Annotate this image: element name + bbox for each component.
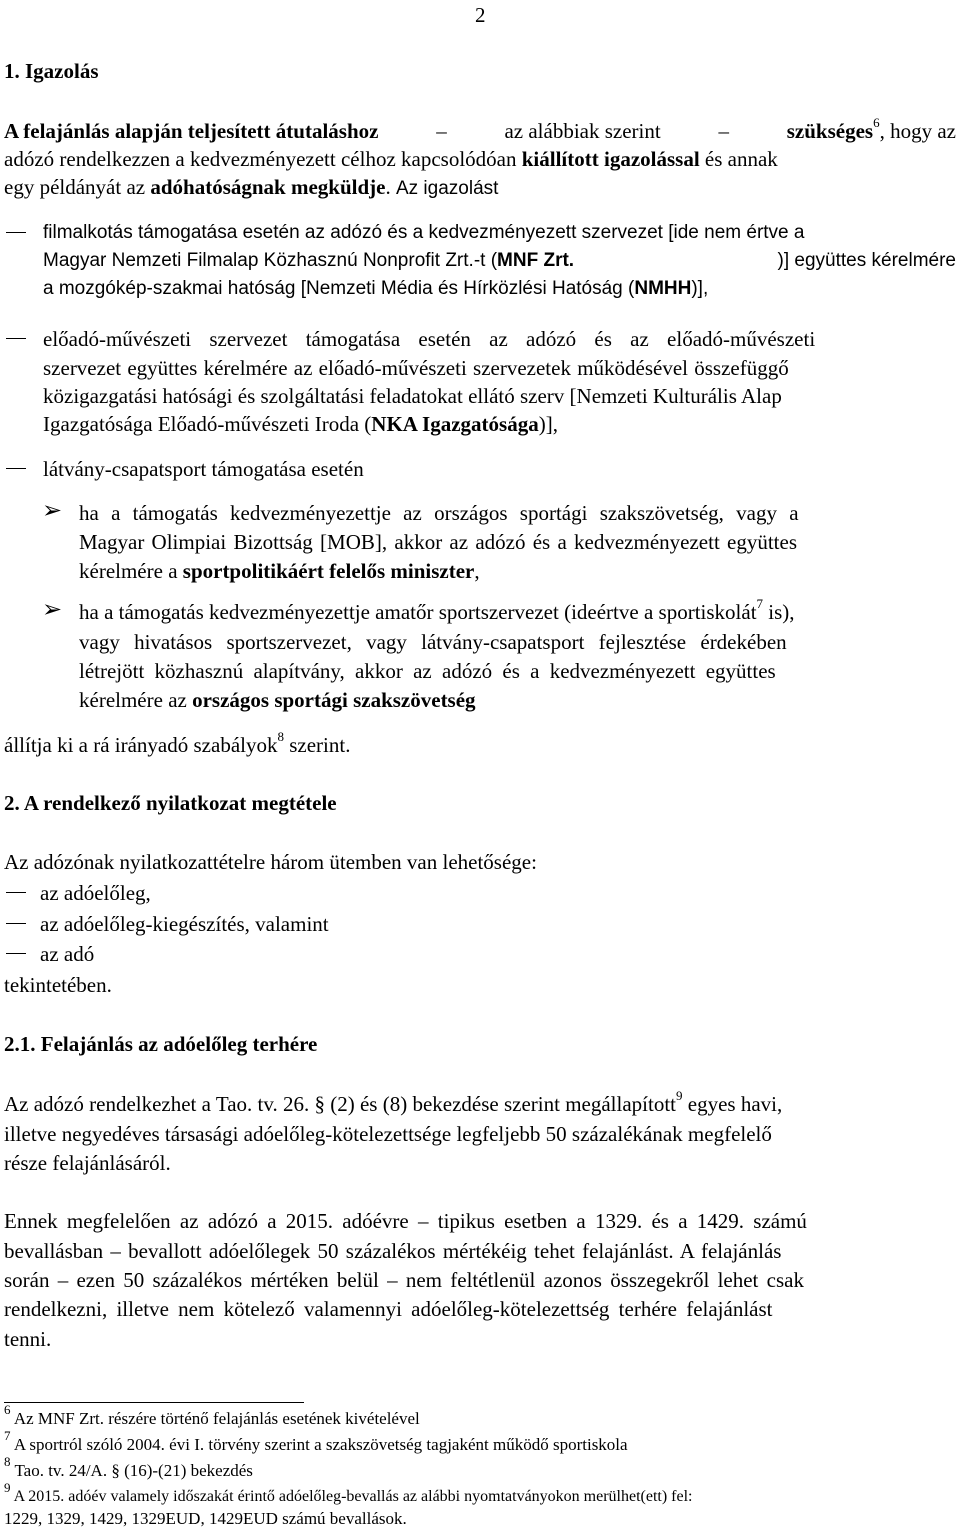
item-2-line-1: előadó-művészeti szervezet támogatása esetén az adózó és az előadó-művészeti <box>43 327 816 351</box>
sub-2-line-1: ha a támogatás kedvezményezettje amatőr sportszervezet (ideértve a sportiskolát$^7$ is), <box>79 596 795 624</box>
sub-2-line-4: kérelmére az országos sportági szakszövetség <box>79 688 476 712</box>
p21-line-3: része felajánlásáról. <box>4 1151 171 1175</box>
intro-2: Az adózónak nyilatkozattételre három ütemben van lehetősége: <box>4 850 537 874</box>
list2-dash-1 <box>6 892 26 893</box>
sub-1-line-2: Magyar Olimpiai Bizottság [MOB], akkor az adózó és a kedvezményezett együttes <box>79 530 798 554</box>
footnote-ref-8: 8 <box>277 729 284 744</box>
item-3-line-1: látvány-csapatsport támogatása esetén <box>43 457 364 481</box>
paragraph-1-line-1: A felajánlás alapján teljesített átutaláshoz – az alábbiak szerint – szükséges$^6$, hogy az <box>4 115 956 143</box>
p22-line-4: rendelkezni, illetve nem kötelező valamennyi adóelőleg-kötelezettség terhére felajánlást <box>4 1297 773 1321</box>
closing-line: állítja ki a rá irányadó szabályok$^8$ szerint. <box>4 729 351 757</box>
heading-igazolas: 1. Igazolás <box>4 59 99 83</box>
list2-dash-3 <box>6 953 26 954</box>
footnote-9: $^9$ A 2015. adóév valamely időszakát érintő adóelőleg-bevallás az alábbi nyomtatványokon merülhet(ett) fel: <box>4 1479 693 1505</box>
footnote-ref-6: 6 <box>873 115 880 130</box>
arrow-bullet-1-icon: ➢ <box>42 498 63 524</box>
item-2-line-2: szervezet együttes kérelmére az előadó-művészeti szervezetek működésével összefüggő <box>43 356 789 380</box>
sub-2-line-3: létrejött közhasznú alapítvány, akkor az adózó és a kedvezményezett együttes <box>79 659 776 683</box>
p21-line-2: illetve negyedéves társasági adóelőleg-kötelezettsége legfeljebb 50 százalékának megfelelő <box>4 1122 772 1146</box>
p22-line-2: bevallásban – bevallott adóelőlegek 50 százalékos mértékéig tehet felajánlást. A felajánlás <box>4 1239 782 1263</box>
sub-1-line-1: ha a támogatás kedvezményezettje az országos sportági szakszövetség, vagy a <box>79 501 799 525</box>
heading-2-1: 2.1. Felajánlás az adóelőleg terhére <box>4 1032 318 1056</box>
list2-item-1: az adóelőleg, <box>40 881 151 905</box>
p22-line-1: Ennek megfelelően az adózó a 2015. adóévre – tipikus esetben a 1329. és a 1429. számú <box>4 1209 807 1233</box>
footnote-separator <box>4 1402 304 1403</box>
list2-dash-2 <box>6 923 26 924</box>
list2-item-2: az adóelőleg-kiegészítés, valamint <box>40 912 329 936</box>
item-1-line-2: Magyar Nemzeti Filmalap Közhasznú Nonprofit Zrt.-t (MNF Zrt. )] együttes kérelmére <box>43 250 956 271</box>
footnote-7: $^7$ A sportról szóló 2004. évi I. törvény szerint a szakszövetség tagjaként működő sportiskola <box>4 1428 628 1454</box>
item-1-line-1: filmalkotás támogatása esetén az adózó és a kedvezményezett szervezet [ide nem értve a <box>43 222 805 243</box>
list-dash-2 <box>6 338 26 339</box>
heading-2: 2. A rendelkező nyilatkozat megtétele <box>4 791 337 815</box>
item-2-line-3: közigazgatási hatósági és szolgáltatási feladatokat ellátó szerv [Nemzeti Kulturális Alap <box>43 384 782 408</box>
footnote-9-continued: 1229, 1329, 1429, 1329EUD, 1429EUD számú bevallások. <box>4 1509 407 1528</box>
tail-2: tekintetében. <box>4 973 112 997</box>
list-dash-3 <box>6 468 26 469</box>
p22-line-3: során – ezen 50 százalékos mértéken belül – nem feltétlenül azonos összegekről lehet csak <box>4 1268 804 1292</box>
footnote-ref-7: 7 <box>756 596 764 611</box>
paragraph-1-line-2: adózó rendelkezzen a kedvezményezett célhoz kapcsolódóan kiállított igazolással és annak <box>4 147 778 171</box>
p21-line-1: Az adózó rendelkezhet a Tao. tv. 26. § (2) és (8) bekezdése szerint megállapított$^9$ egyes havi, <box>4 1088 783 1116</box>
sub-1-line-3: kérelmére a sportpolitikáért felelős miniszter, <box>79 559 480 583</box>
footnote-6: $^6$ Az MNF Zrt. részére történő felajánlás esetének kivételével <box>4 1402 420 1428</box>
item-1-line-3: a mozgókép-szakmai hatóság [Nemzeti Média és Hírközlési Hatóság (NMHH)], <box>43 278 709 299</box>
page-number: 2 <box>475 3 486 27</box>
item-2-line-4: Igazgatósága Előadó-művészeti Iroda (NKA Igazgatósága)], <box>43 412 558 436</box>
paragraph-1-line-3: egy példányát az adóhatóságnak megküldje. Az igazolást <box>4 175 499 199</box>
sub-2-line-2: vagy hivatásos sportszervezet, vagy látvány-csapatsport fejlesztése érdekében <box>79 630 787 654</box>
footnote-8: $^8$ Tao. tv. 24/A. § (16)-(21) bekezdés <box>4 1454 253 1480</box>
list-dash-1 <box>6 232 26 233</box>
list2-item-3: az adó <box>40 942 95 966</box>
footnote-ref-9: 9 <box>676 1088 683 1103</box>
arrow-bullet-2-icon: ➢ <box>42 597 63 623</box>
p22-line-5: tenni. <box>4 1327 52 1351</box>
